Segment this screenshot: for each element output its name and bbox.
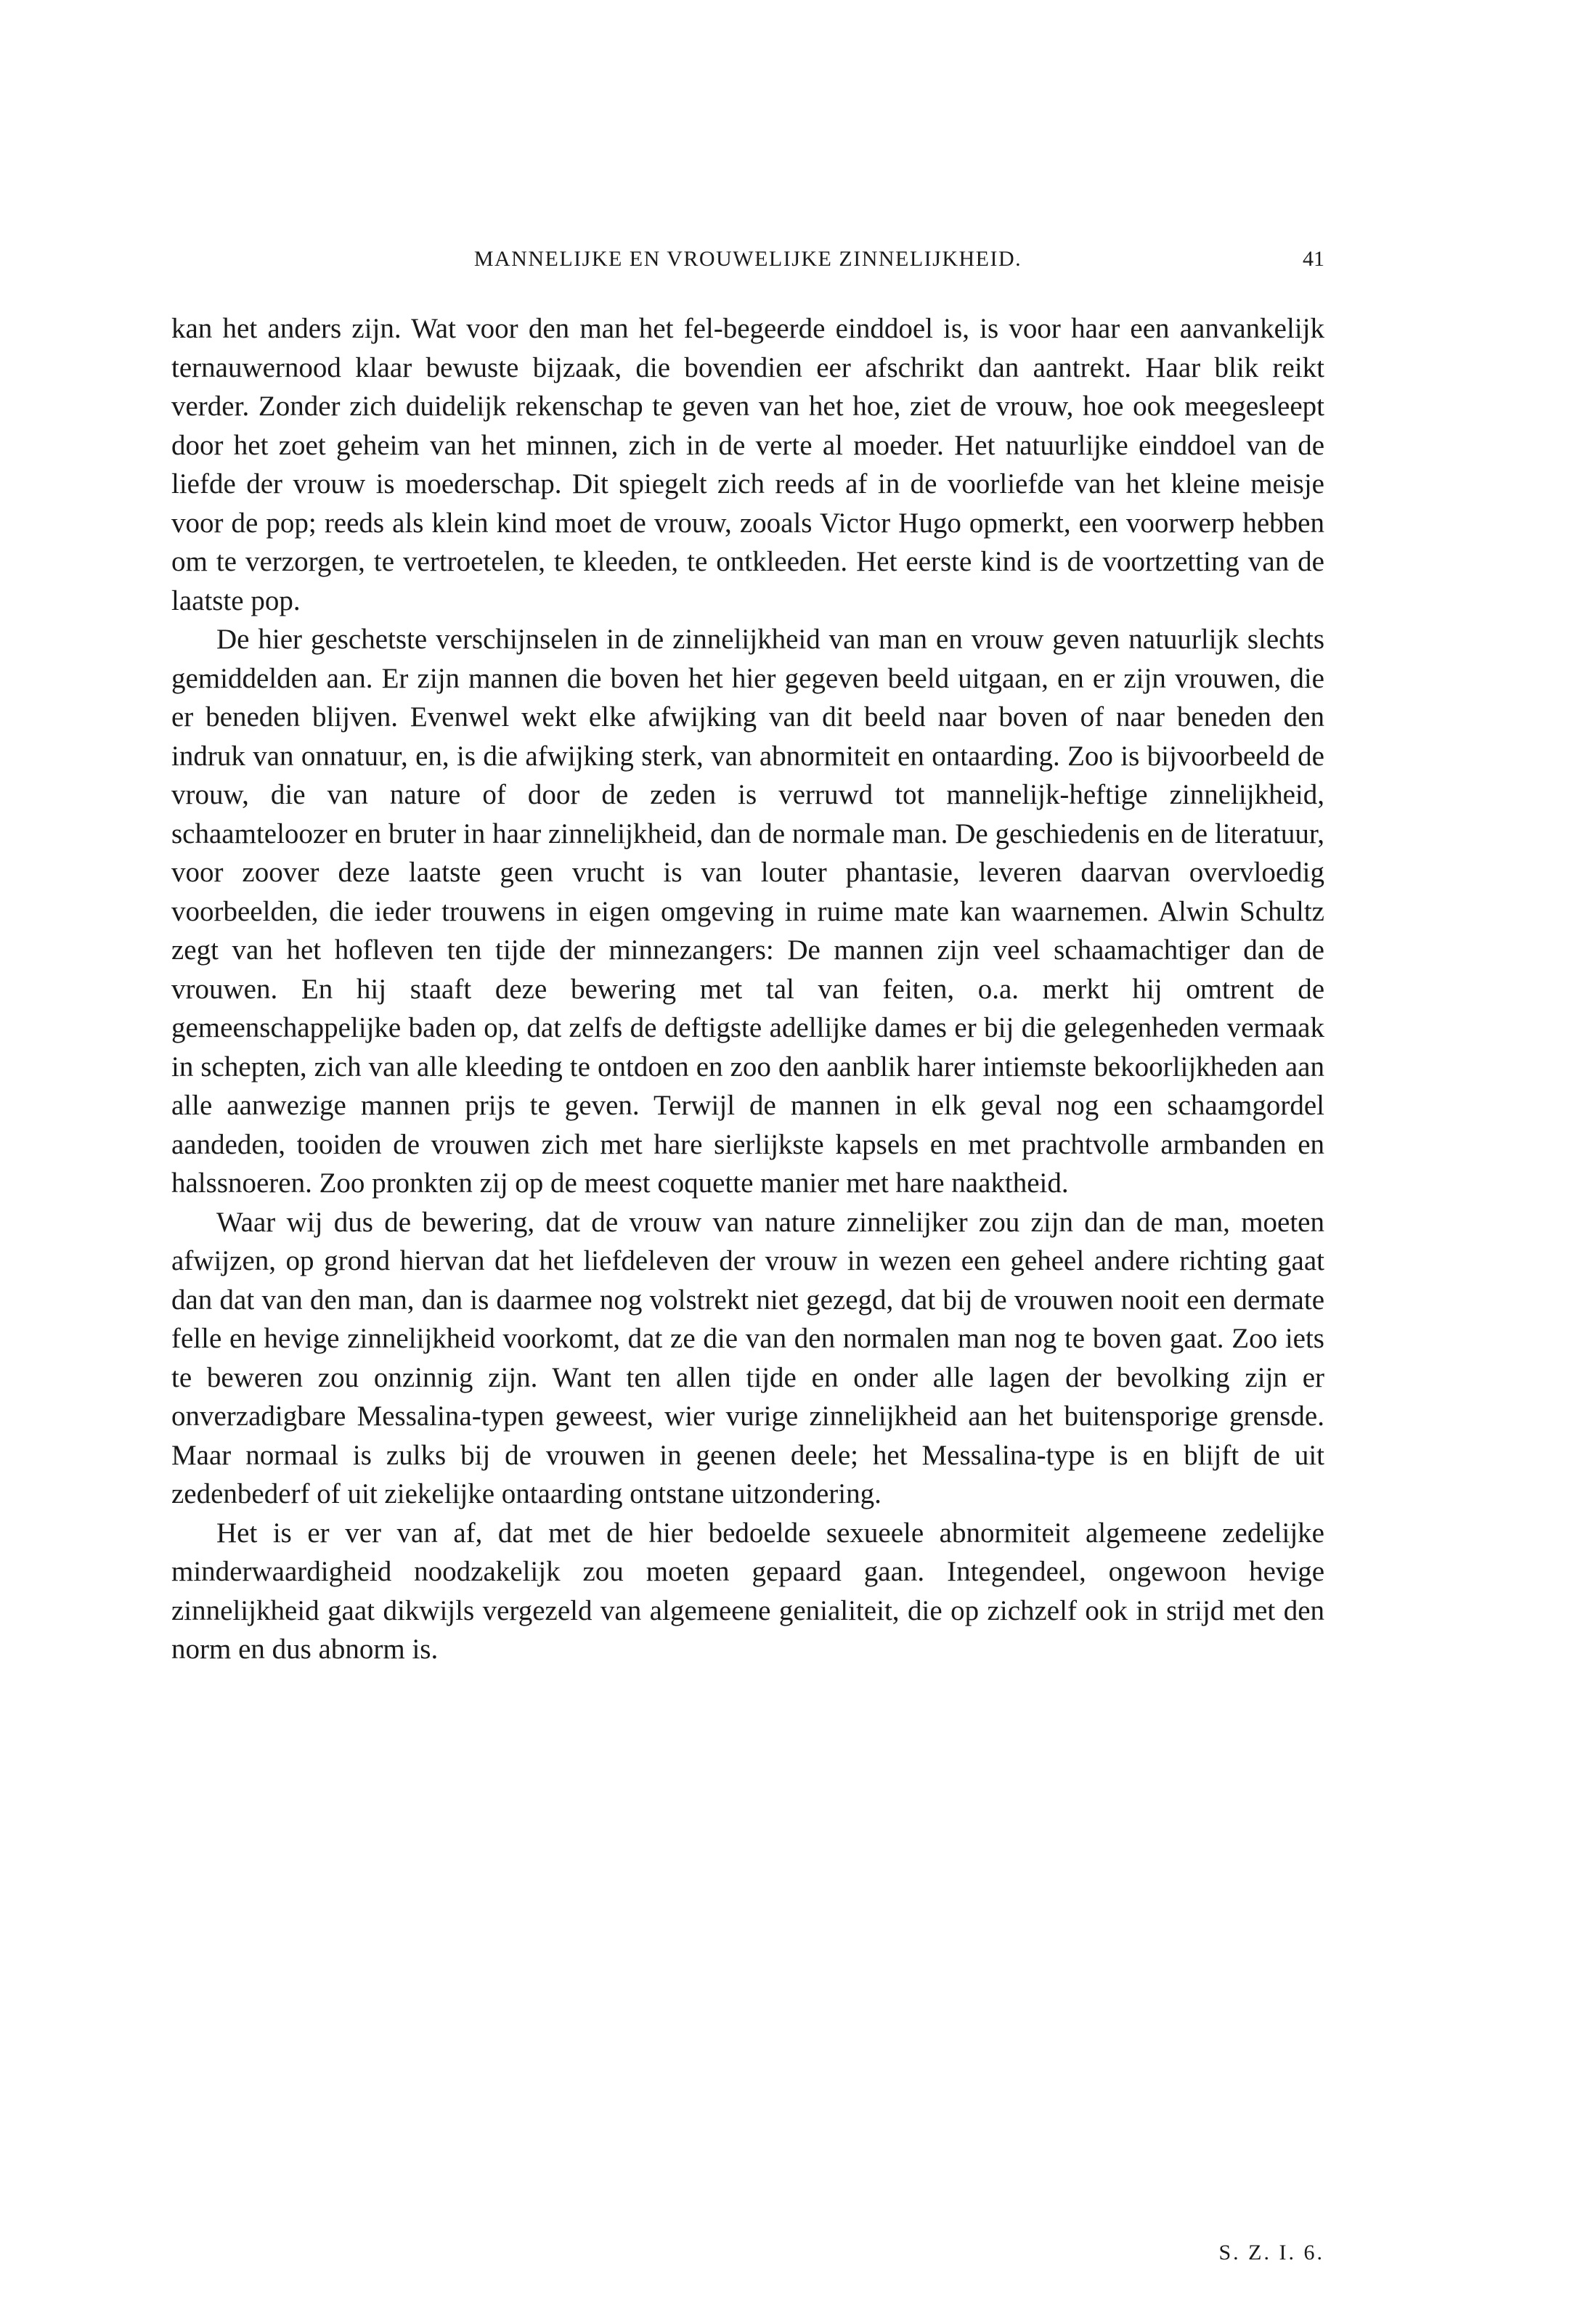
printer-signature-mark: S. Z. I. 6. [1218,2241,1324,2265]
body-text [171,309,1324,1669]
page-header [171,245,1324,274]
paragraph-continuation: kan het anders zijn. Wat voor den man het fel-begeerde einddoel is, is voor haar een aanvankelijk ternauwernood klaar bewuste bijzaak, die bovendien eer afschrikt dan aantrekt. Haar blik reikt verder. Zonder zich duidelijk rekenschap te geven van het hoe, ziet de vrouw, hoe ook meegesleept door het zoet geheim van het minnen, zich in de verte al moeder. Het natuurlijke einddoel van de liefde der vrouw is moederschap. Dit spiegelt zich reeds af in de voorliefde van het kleine meisje voor de pop; reeds als klein kind moet de vrouw, zooals Victor Hugo opmerkt, een voorwerp hebben om te verzorgen, te vertroetelen, te kleeden, te ontkleeden. Het eerste kind is de voortzetting van de laatste pop. [171,313,1324,616]
page-number: 41 [1303,247,1324,271]
paragraph: Waar wij dus de bewering, dat de vrouw van nature zinnelijker zou zijn dan de man, moeten afwijzen, op grond hiervan dat het liefdeleven der vrouw in wezen een geheel andere richting gaat dan dat van den man, dan is daarmee nog volstrekt niet gezegd, dat bij de vrouwen nooit een dermate felle en hevige zinnelijkheid voorkomt, dat ze die van den normalen man nog te boven gaat. Zoo iets te beweren zou onzinnig zijn. Want ten allen tijde en onder alle lagen der bevolking zijn er onverzadigbare Messalina-typen geweest, wier vurige zinnelijkheid aan het buitensporige grensde. Maar normaal is zulks bij de vrouwen in geenen deele; het Messalina-type is en blijft de uit zedenbederf of uit ziekelijke ontaarding ontstane uitzondering. [171,1206,1324,1509]
paragraph: Het is er ver van af, dat met de hier bedoelde sexueele abnormiteit algemeene zedelijke minderwaardigheid noodzakelijk zou moeten gepaard gaan. Integendeel, ongewoon hevige zinnelijkheid gaat dikwijls vergezeld van algemeene genialiteit, die op zichzelf ook in strijd met den norm en dus abnorm is. [171,1517,1324,1665]
paragraph: De hier geschetste verschijnselen in de zinnelijkheid van man en vrouw geven natuurlijk slechts gemiddelden aan. Er zijn mannen die boven het hier gegeven beeld uitgaan, en er zijn vrouwen, die er beneden blijven. Evenwel wekt elke afwijking van dit beeld naar boven of naar beneden den indruk van onnatuur, en, is die afwijking sterk, van abnormiteit en ontaarding. Zoo is bijvoorbeeld de vrouw, die van nature of door de zeden is verruwd tot mannelijk-heftige zinnelijkheid, schaamteloozer en bruter in haar zinnelijkheid, dan de normale man. De geschiedenis en de literatuur, voor zoover deze laatste geen vrucht is van louter phantasie, leveren daarvan overvloedig voorbeelden, die ieder trouwens in eigen omgeving in ruime mate kan waarnemen. Alwin Schultz zegt van het hofleven ten tijde der minnezangers: De mannen zijn veel schaamachtiger dan de vrouwen. En hij staaft deze bewering met tal van feiten, o.a. merkt hij omtrent de gemeenschappelijke baden op, dat zelfs de deftigste adellijke dames er bij die gelegenheden vermaak in schepten, zich van alle kleeding te ontdoen en zoo den aanblik harer intiemste bekoorlijkheden aan alle aanwezige mannen prijs te geven. Terwijl de mannen in elk geval nog een schaamgordel aandeden, tooiden de vrouwen zich met hare sierlijkste kapsels en met prachtvolle armbanden en halssnoeren. Zoo pronkten zij op de meest coquette manier met hare naaktheid. [171,624,1324,1199]
running-title: MANNELIJKE EN VROUWELIJKE ZINNELIJKHEID. [473,247,1022,271]
